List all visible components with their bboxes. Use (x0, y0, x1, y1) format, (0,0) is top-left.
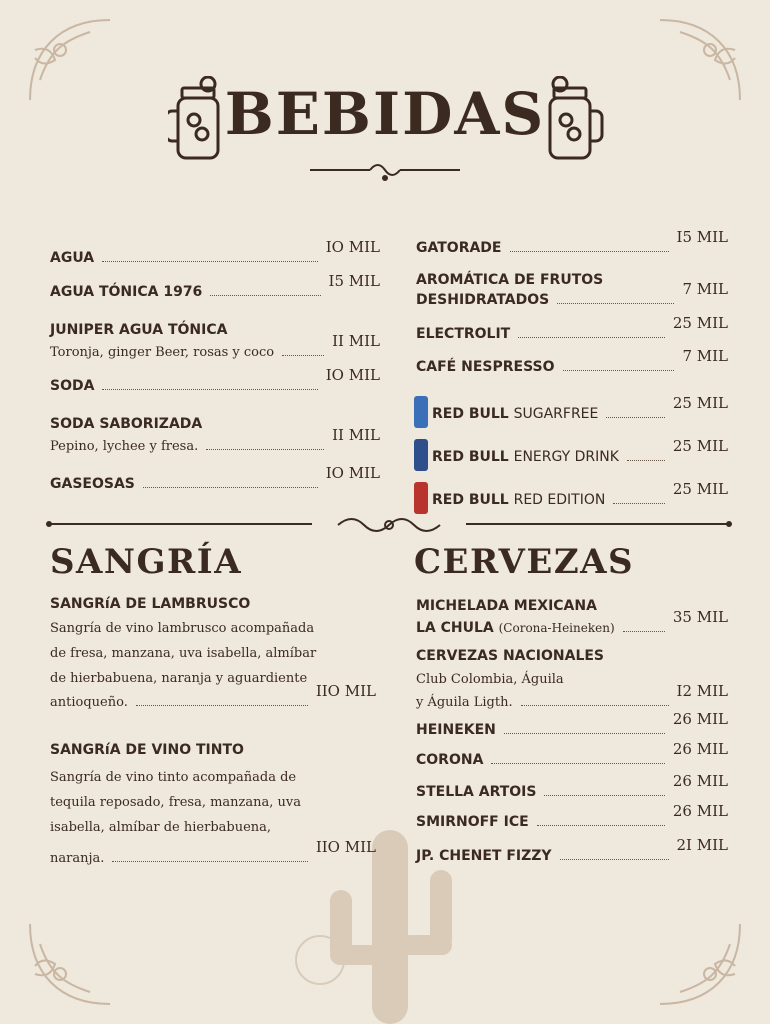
menu-item-heineken: HEINEKEN 26 MIL (416, 710, 728, 738)
divider-line-right (466, 523, 728, 525)
cervezas-nacionales-desc1: Club Colombia, Águila (416, 672, 564, 687)
menu-item-cafe-nespresso: CAFÉ NESPRESSO 7 MIL (416, 347, 728, 375)
sangria-lambrusco-desc: Sangría de vino lambrusco acompañada de fresa, manzana, uva isabella, almíbar de hierbabuena, naranja y aguardiente (50, 621, 317, 686)
menu-item-gaseosas: GASEOSAS IO MIL (50, 464, 380, 492)
redbull-can-icon (414, 396, 428, 428)
menu-item-aromatica-line1: AROMÁTICA DE FRUTOS (416, 272, 604, 288)
sangria-lambrusco-last: antioqueño. IIO MIL (50, 682, 376, 710)
menu-item-smirnoff-ice: SMIRNOFF ICE 26 MIL (416, 802, 728, 830)
sangria-vino-tinto-desc: Sangría de vino tinto acompañada de tequila reposado, fresa, manzana, uva isabella, almíbar de hierbabuena, (50, 770, 302, 835)
menu-item-cervezas-nacionales: y Águila Ligth. I2 MIL (416, 682, 728, 710)
corner-ornament-bottom-left (20, 894, 140, 1014)
cervezas-nacionales-name: CERVEZAS NACIONALES (416, 648, 605, 664)
menu-item-soda-saborizada: Pepino, lychee y fresa. II MIL (50, 426, 380, 454)
menu-item-soda: SODA IO MIL (50, 366, 380, 394)
divider-dot-right (726, 521, 732, 527)
menu-item-redbull-red: RED BULL RED EDITION 25 MIL (414, 476, 728, 508)
menu-item-soda-saborizada-name: SODA SABORIZADA (50, 416, 203, 432)
divider-ornament (336, 514, 442, 536)
page-title: BEBIDAS (224, 80, 546, 148)
menu-item-stella-artois: STELLA ARTOIS 26 MIL (416, 772, 728, 800)
menu-item-jp-chenet-fizzy: JP. CHENET FIZZY 2I MIL (416, 836, 728, 864)
mason-jar-icon-right (540, 76, 610, 166)
menu-item-redbull-energy: RED BULL ENERGY DRINK 25 MIL (414, 433, 728, 465)
redbull-can-icon (414, 439, 428, 471)
sangria-vino-tinto-last: naranja. IIO MIL (50, 838, 376, 866)
menu-item-redbull-sugarfree: RED BULL SUGARFREE 25 MIL (414, 390, 728, 422)
section-title-cervezas: CERVEZAS (414, 542, 635, 582)
sangria-vino-tinto-name: SANGRíA DE VINO TINTO (50, 742, 244, 758)
section-title-sangria: SANGRÍA (50, 542, 243, 582)
divider-line-left (50, 523, 312, 525)
menu-item-juniper: Toronja, ginger Beer, rosas y coco II MIL (50, 332, 380, 360)
corner-ornament-bottom-right (630, 894, 750, 1014)
michelada-line1: MICHELADA MEXICANA (416, 598, 597, 614)
menu-item-electrolit: ELECTROLIT 25 MIL (416, 314, 728, 342)
menu-item-michelada: LA CHULA (Corona-Heineken) 35 MIL (416, 608, 728, 636)
menu-item-gatorade: GATORADE I5 MIL (416, 228, 728, 256)
menu-item-agua-tonica: AGUA TÓNICA 1976 I5 MIL (50, 272, 380, 300)
menu-item-aromatica: DESHIDRATADOS 7 MIL (416, 280, 728, 308)
sangria-lambrusco-name: SANGRíA DE LAMBRUSCO (50, 596, 251, 612)
redbull-can-icon (414, 482, 428, 514)
menu-item-agua: AGUA IO MIL (50, 238, 380, 266)
menu-item-corona: CORONA 26 MIL (416, 740, 728, 768)
menu-item-juniper-name: JUNIPER AGUA TÓNICA (50, 322, 228, 338)
title-flourish (310, 158, 460, 186)
